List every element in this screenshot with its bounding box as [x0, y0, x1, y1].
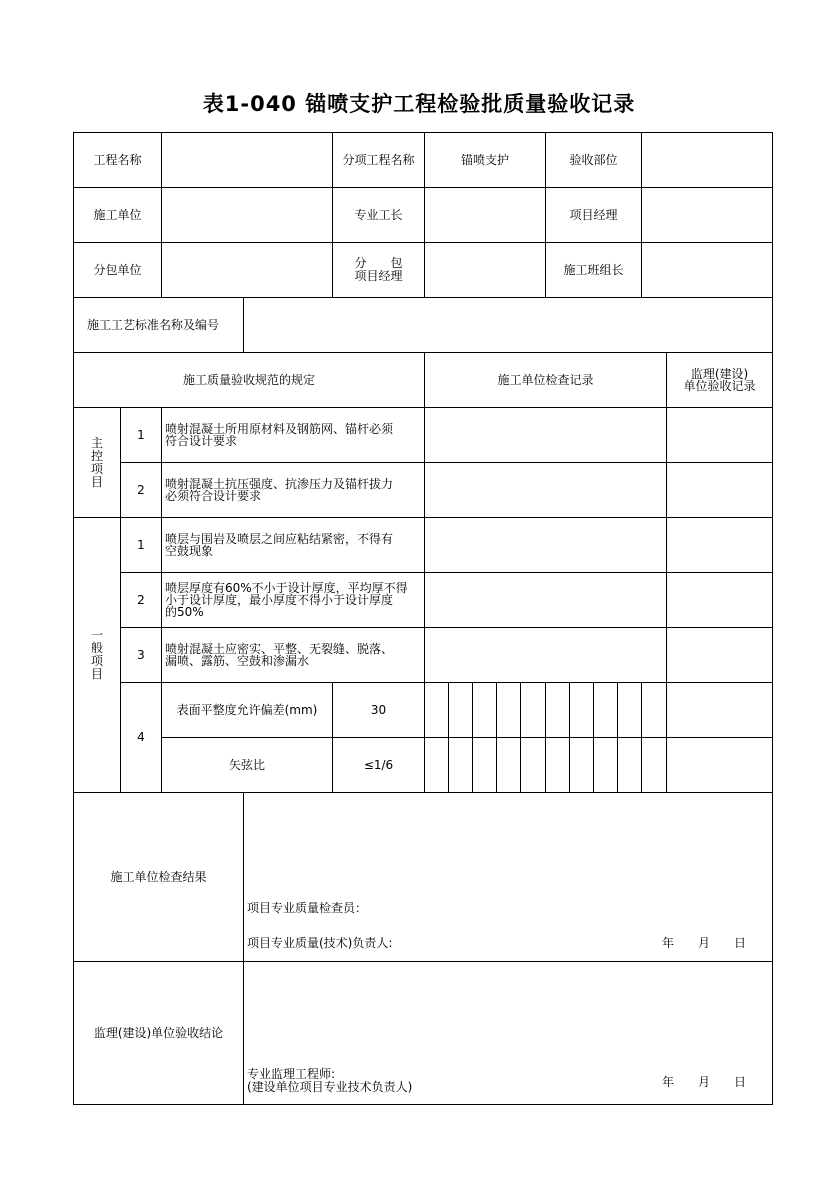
subcontract-manager-label-line1: 分 包: [354, 256, 403, 270]
supervision-result-field[interactable]: [244, 962, 772, 1062]
check-record-column-header: 施工单位检查记录: [497, 372, 594, 387]
construction-result-label: 施工单位检查结果: [110, 869, 207, 884]
supervisor-column-header: [667, 353, 772, 407]
acceptance-part-field[interactable]: [642, 133, 772, 187]
supervisor-record-field[interactable]: [667, 573, 772, 627]
main-control-item-text: [162, 408, 424, 462]
supervisor-record-field[interactable]: [667, 628, 772, 682]
general-item-text: [162, 573, 424, 627]
general-group-label: 一般项目: [90, 628, 103, 681]
item-text-line: 必须符合设计要求: [165, 489, 262, 503]
table-border-right: [772, 132, 773, 1105]
item-text-line: 小于设计厚度，最小厚度不得小于设计厚度: [165, 593, 394, 607]
check-record-field[interactable]: [425, 408, 666, 462]
item-text-line: 漏喷、露筋、空鼓和渗漏水: [165, 654, 310, 668]
foreman-field[interactable]: [425, 188, 545, 242]
project-manager-label: 项目经理: [569, 207, 618, 222]
check-record-field[interactable]: [425, 463, 666, 517]
page-title: 表1-040 锚喷支护工程检验批质量验收记录: [202, 92, 636, 116]
supervisor-record-field[interactable]: [667, 518, 772, 572]
main-control-item-no: 2: [137, 482, 145, 497]
chord-ratio-value: ≤1/6: [363, 757, 394, 772]
quality-responsible-label: 项目专业质量(技术)负责人:: [247, 936, 393, 950]
construction-result-field[interactable]: [244, 793, 772, 893]
check-record-field[interactable]: [425, 573, 666, 627]
acceptance-part-label: 验收部位: [569, 152, 618, 167]
supervising-engineer-label: 专业监理工程师:: [247, 1067, 336, 1081]
supervisor-column-header-line2: 单位验收记录: [683, 379, 756, 393]
general-item-text: [162, 518, 424, 572]
item-text-line: 喷射混凝土所用原材料及钢筋网、锚杆必须: [165, 422, 394, 436]
general-item-no: 1: [137, 537, 145, 552]
supervisor-record-field[interactable]: [667, 463, 772, 517]
construction-date-label: 年 月 日: [662, 936, 747, 950]
quality-inspector-label: 项目专业质量检查员：: [247, 901, 368, 915]
supervision-result-label: 监理(建设)单位验收结论: [93, 1025, 224, 1040]
general-item-text: [162, 628, 424, 682]
team-leader-field[interactable]: [642, 243, 772, 297]
general-item-no: 2: [137, 592, 145, 607]
general-item-no: 3: [137, 647, 145, 662]
main-control-item-no: 1: [137, 427, 145, 442]
item-text-line: 的50%: [165, 605, 204, 619]
supervisor-column-header-line1: 监理(建设): [690, 367, 749, 381]
owner-representative-label: (建设单位项目专业技术负责人): [247, 1080, 413, 1094]
subcontract-manager-label: [333, 243, 424, 297]
supervision-date-label: 年 月 日: [662, 1075, 747, 1089]
project-name-label: 工程名称: [93, 152, 142, 167]
supervisor-record-field[interactable]: [667, 408, 772, 462]
measurement-cells[interactable]: [425, 683, 666, 792]
general-item-no: 4: [137, 730, 145, 744]
item-text-line: 空鼓现象: [165, 544, 214, 558]
flatness-label: 表面平整度允许偏差(mm): [176, 702, 318, 717]
subcontract-manager-field[interactable]: [425, 243, 545, 297]
main-control-group-label: 主控项目: [90, 435, 103, 489]
item-text-line: 喷层厚度有60%不小于设计厚度，平均厚不得: [165, 581, 408, 595]
check-record-field[interactable]: [425, 518, 666, 572]
spec-column-header: 施工质量验收规范的规定: [182, 372, 315, 387]
chord-ratio-label: 矢弦比: [228, 757, 265, 772]
team-leader-label: 施工班组长: [563, 262, 624, 277]
table-border-bottom: [73, 1104, 773, 1105]
project-manager-field[interactable]: [642, 188, 772, 242]
item-text-line: 喷射混凝土应密实、平整、无裂缝、脱落、: [165, 642, 394, 656]
sub-project-name-value[interactable]: 锚喷支护: [460, 152, 509, 167]
item-text-line: 喷层与围岩及喷层之间应粘结紧密，不得有: [165, 532, 394, 546]
item-text-line: 喷射混凝土抗压强度、抗渗压力及锚杆拔力: [165, 477, 394, 491]
main-control-item-text: [162, 463, 424, 517]
subcontract-unit-label: 分包单位: [93, 262, 142, 277]
check-record-field[interactable]: [425, 628, 666, 682]
flatness-value: 30: [370, 702, 387, 717]
supervisor-record-field[interactable]: [667, 683, 772, 792]
construction-unit-label: 施工单位: [93, 207, 142, 222]
foreman-label: 专业工长: [354, 207, 403, 222]
subcontract-unit-field[interactable]: [162, 243, 332, 297]
item-text-line: 符合设计要求: [165, 434, 238, 448]
construction-unit-field[interactable]: [162, 188, 332, 242]
standard-label: 施工工艺标准名称及编号: [87, 318, 220, 332]
sub-project-name-label: 分项工程名称: [342, 152, 415, 167]
project-name-field[interactable]: [162, 133, 332, 187]
standard-field[interactable]: [244, 298, 772, 352]
subcontract-manager-label-line2: 项目经理: [354, 269, 403, 283]
